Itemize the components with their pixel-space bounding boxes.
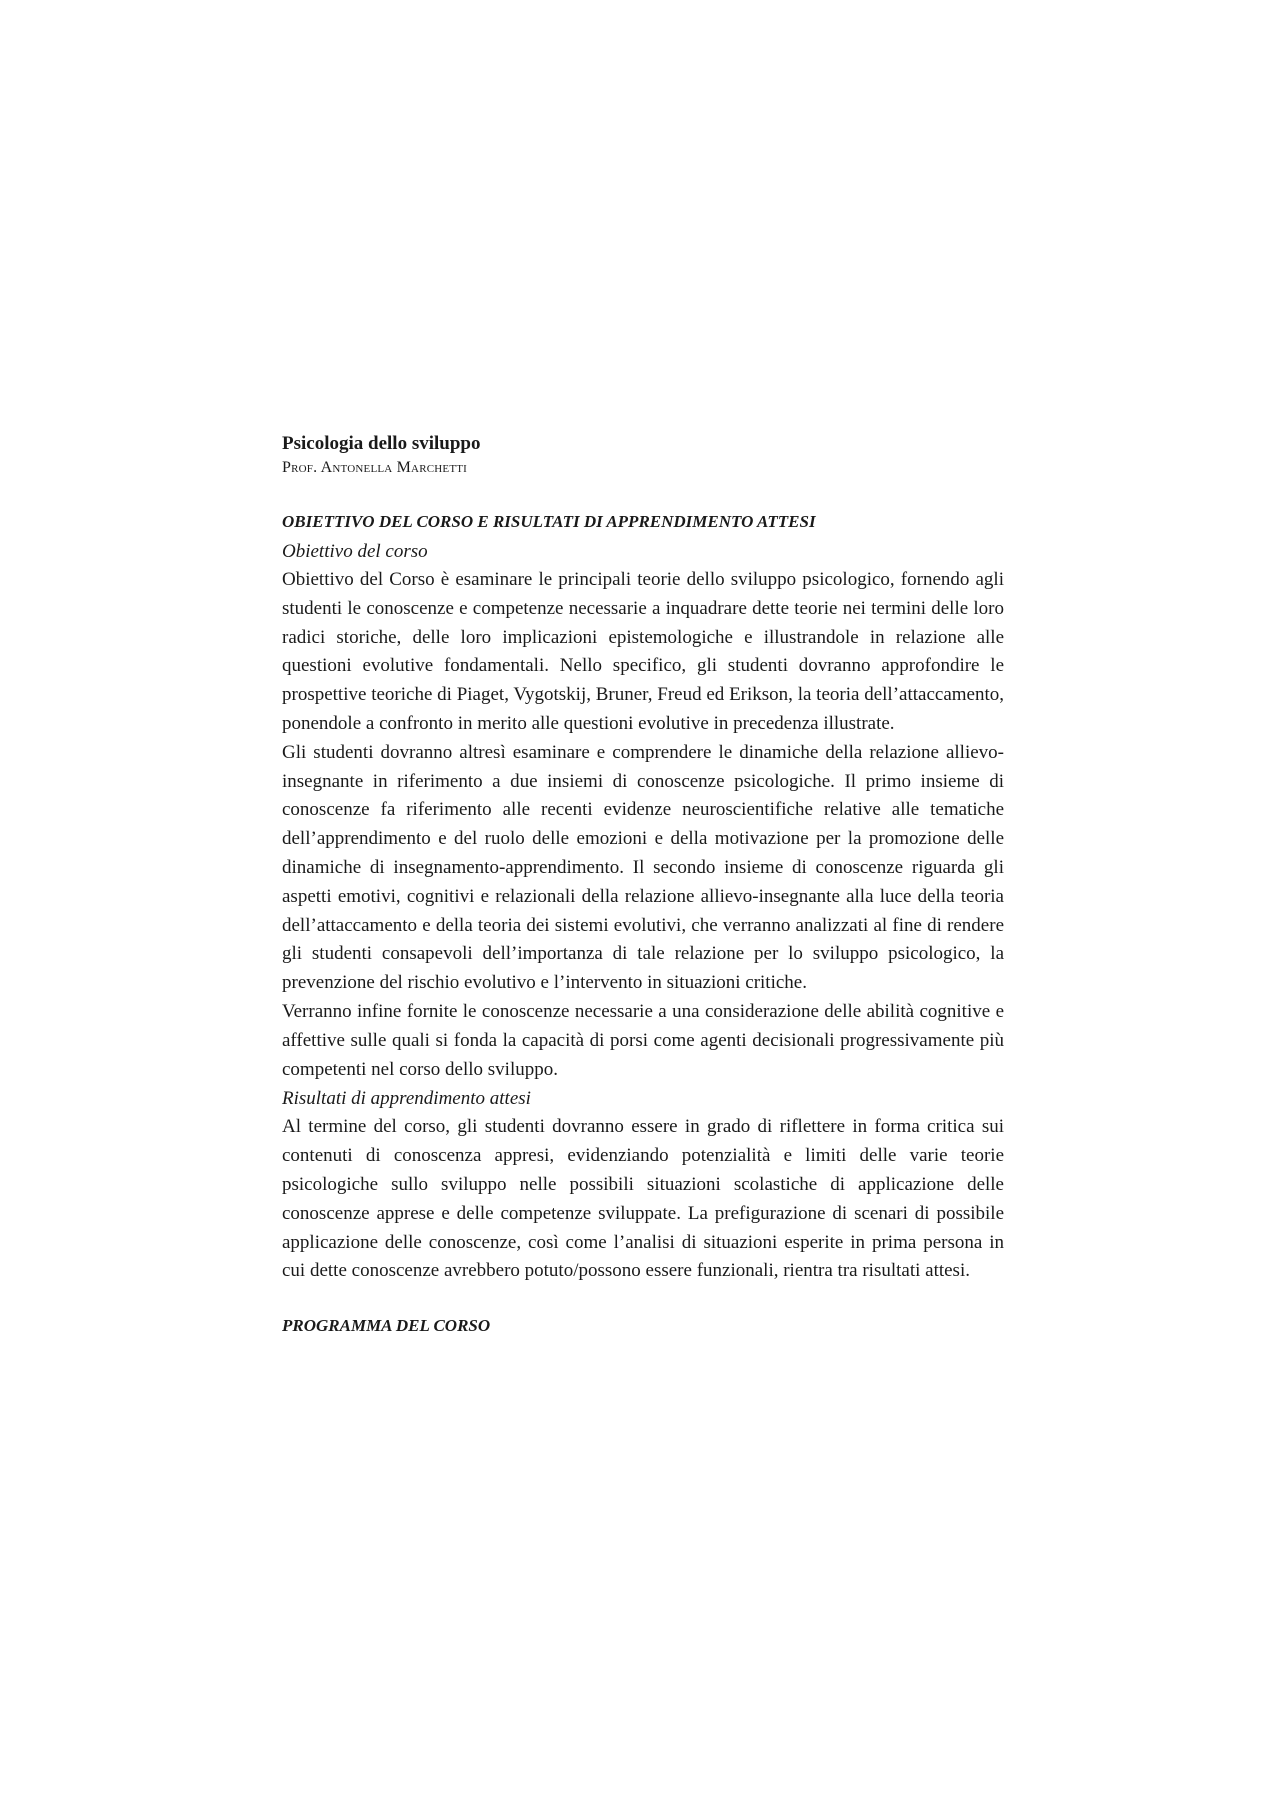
document-page bbox=[282, 432, 1004, 1338]
program-heading: PROGRAMMA DEL CORSO bbox=[282, 1316, 491, 1336]
results-subheading: Risultati di apprendimento attesi bbox=[282, 1088, 531, 1110]
objective-paragraph-3: Verranno infine fornite le conoscenze necessarie a una considerazione delle abilità cognitive e affettive sulle quali si fonda la capacità di porsi come agenti decisionali progressivamente più competenti nel corso dello sviluppo. bbox=[282, 1000, 1004, 1080]
objectives-heading: OBIETTIVO DEL CORSO E RISULTATI DI APPRENDIMENTO ATTESI bbox=[282, 512, 816, 531]
objective-paragraph-1: Obiettivo del Corso è esaminare le principali teorie dello sviluppo psicologico, fornendo agli studenti le conoscenze e competenze necessarie a inquadrare dette teorie nei termini delle loro radici storiche, delle loro implicazioni epistemologiche e illustrandole in relazione alle questioni evolutive fondamentali. Nello specifico, gli studenti dovranno approfondire le prospettive teoriche di Piaget, Vygotskij, Bruner, Freud ed Erikson, la teoria dell’attaccamento, ponendole a confronto in merito alle questioni evolutive in precedenza illustrate. bbox=[282, 569, 1004, 734]
course-title: Psicologia dello sviluppo bbox=[282, 433, 481, 454]
results-paragraph: Al termine del corso, gli studenti dovranno essere in grado di riflettere in forma critica sui contenuti di conoscenza appresi, evidenziando potenzialità e limiti delle varie teorie psicologiche sullo sviluppo nelle possibili situazioni scolastiche di applicazione delle conoscenze apprese e delle competenze sviluppate. La prefigurazione di scenari di possibile applicazione delle conoscenze, così come l’analisi di situazioni esperite in prima persona in cui dette conoscenze avrebbero potuto/possono essere funzionali, rientra tra risultati attesi. bbox=[282, 1116, 1004, 1282]
objective-subheading: Obiettivo del corso bbox=[282, 541, 428, 562]
objective-paragraph-2: Gli studenti dovranno altresì esaminare e comprendere le dinamiche della relazione allievo-insegnante in riferimento a due insiemi di conoscenze psicologiche. Il primo insieme di conoscenze fa riferimento alle recenti evidenze neuroscientifiche relative alle tematiche dell’apprendimento e del ruolo delle emozioni e della motivazione per la promozione delle dinamiche di insegnamento-apprendimento. Il secondo insieme di conoscenze riguarda gli aspetti emotivi, cognitivi e relazionali della relazione allievo-insegnante alla luce della teoria dell’attaccamento e della teoria dei sistemi evolutivi, che verranno analizzati al fine di rendere gli studenti consapevoli dell’importanza di tale relazione per lo sviluppo psicologico, la prevenzione del rischio evolutivo e l’intervento in situazioni critiche. bbox=[282, 741, 1004, 994]
professor-name: Prof. Antonella Marchetti bbox=[282, 459, 468, 476]
